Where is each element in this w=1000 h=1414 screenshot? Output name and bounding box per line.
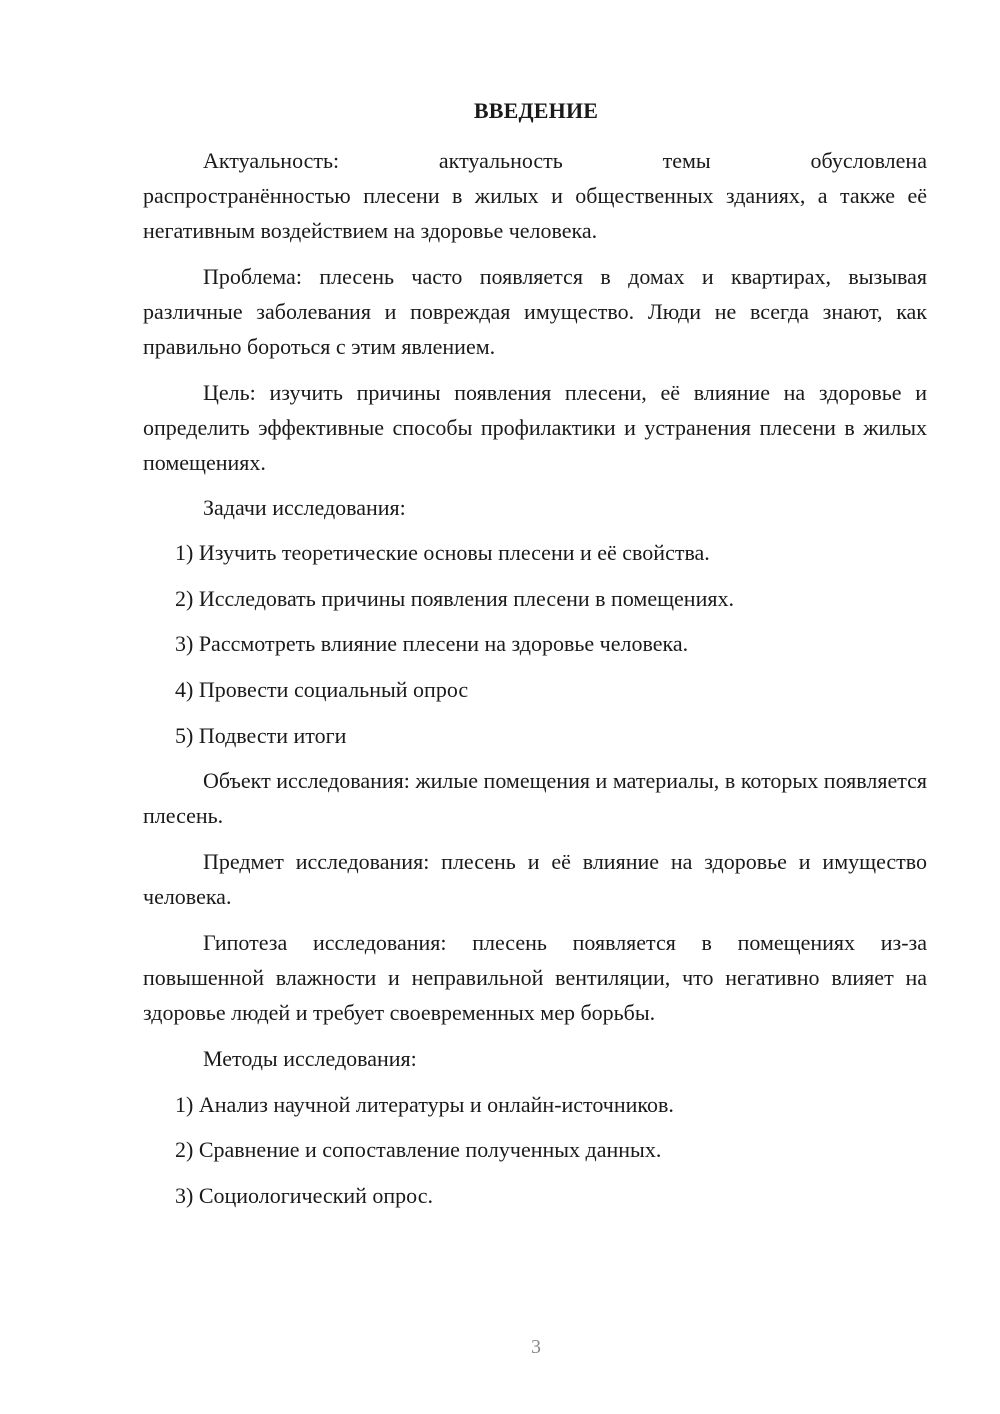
task-item: 5) Подвести итоги [175, 723, 347, 748]
task-item: 3) Рассмотреть влияние плесени на здоровье человека. [175, 631, 689, 656]
goal-paragraph: Цель: изучить причины появления плесени, её влияние на здоровье и определить эффективные способы профилактики и устранения плесени в жилых помещениях. [143, 380, 927, 475]
relevance-word: Актуальность: [203, 148, 340, 173]
method-item: 1) Анализ научной литературы и онлайн-источников. [175, 1092, 674, 1117]
methods-heading: Методы исследования: [203, 1046, 417, 1071]
task-item: 4) Провести социальный опрос [175, 677, 469, 702]
subject-paragraph: Предмет исследования: плесень и её влияние на здоровье и имущество человека. [143, 849, 927, 909]
tasks-heading: Задачи исследования: [203, 495, 406, 520]
relevance-word: темы [662, 148, 711, 173]
task-item: 2) Исследовать причины появления плесени в помещениях. [175, 586, 734, 611]
task-item: 1) Изучить теоретические основы плесени и её свойства. [175, 540, 710, 565]
page-title: ВВЕДЕНИЕ [473, 98, 599, 123]
page-number: 3 [531, 1336, 541, 1358]
method-item: 2) Сравнение и сопоставление полученных данных. [175, 1137, 662, 1162]
relevance-paragraph [143, 143, 927, 248]
hypothesis-paragraph: Гипотеза исследования: плесень появляется в помещениях из-за повышенной влажности и неправильной вентиляции, что негативно влияет на здоровье людей и требует своевременных мер борьбы. [143, 930, 927, 1025]
relevance-text: распространённостью плесени в жилых и общественных зданиях, а также её негативным воздействием на здоровье человека. [143, 183, 927, 243]
object-paragraph: Объект исследования: жилые помещения и материалы, в которых появляется плесень. [143, 768, 927, 828]
method-item: 3) Социологический опрос. [175, 1183, 433, 1208]
relevance-first-line [143, 143, 927, 178]
problem-paragraph: Проблема: плесень часто появляется в домах и квартирах, вызывая различные заболевания и повреждая имущество. Люди не всегда знают, как правильно бороться с этим явлением. [143, 264, 927, 359]
relevance-word: обусловлена [810, 148, 927, 173]
relevance-word: актуальность [438, 148, 563, 173]
